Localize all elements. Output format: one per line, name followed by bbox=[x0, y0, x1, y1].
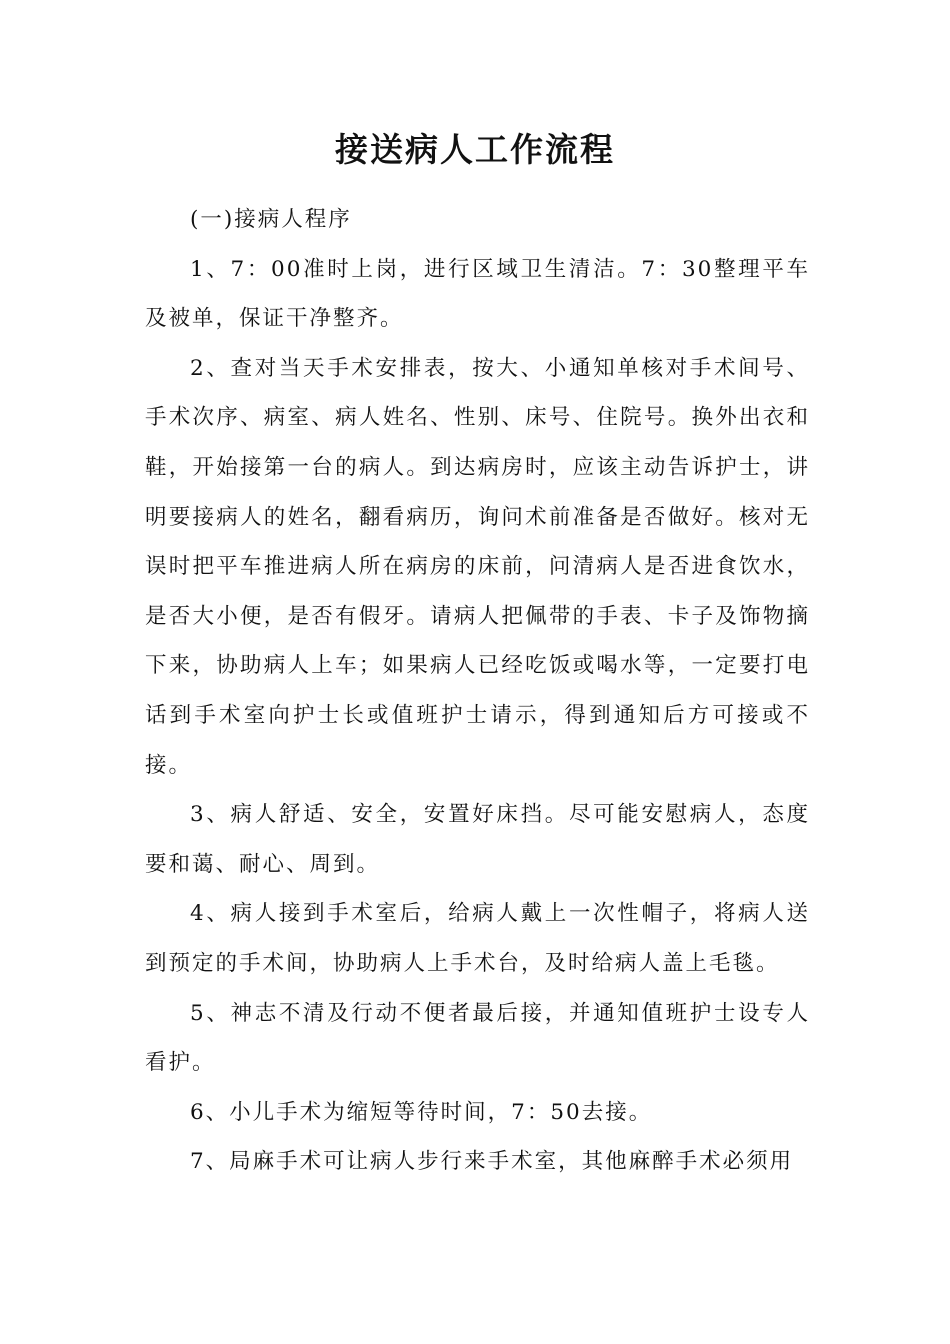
paragraph-5: 5、神志不清及行动不便者最后接，并通知值班护士设专人看护。 bbox=[145, 1000, 810, 1076]
document-title: 接送病人工作流程 bbox=[335, 130, 615, 169]
paragraph-6: 6、小儿手术为缩短等待时间，7：50去接。 bbox=[190, 1099, 653, 1125]
section-heading: (一)接病人程序 bbox=[190, 207, 352, 232]
paragraph-7: 7、局麻手术可让病人步行来手术室，其他麻醉手术必须用 bbox=[190, 1149, 794, 1175]
document-body bbox=[145, 195, 810, 1187]
paragraph-1: 1、7：00准时上岗，进行区域卫生清洁。7：30整理平车及被单，保证干净整齐。 bbox=[145, 256, 810, 332]
paragraph-2: 2、查对当天手术安排表，按大、小通知单核对手术间号、手术次序、病室、病人姓名、性别、床号、住院号。换外出衣和鞋，开始接第一台的病人。到达病房时，应该主动告诉护士，讲明要接病人的姓名，翻看病历，询问术前准备是否做好。核对无误时把平车推进病人所在病房的床前，问清病人是否进食饮水，是否大小便，是否有假牙。请病人把佩带的手表、卡子及饰物摘下来，协助病人上车；如果病人已经吃饭或喝水等，一定要打电话到手术室向护士长或值班护士请示，得到通知后方可接或不接。 bbox=[145, 355, 810, 778]
paragraph-3: 3、病人舒适、安全，安置好床挡。尽可能安慰病人，态度要和蔼、耐心、周到。 bbox=[145, 802, 810, 877]
paragraph-4: 4、病人接到手术室后，给病人戴上一次性帽子，将病人送到预定的手术间，协助病人上手术台，及时给病人盖上毛毯。 bbox=[145, 901, 810, 976]
